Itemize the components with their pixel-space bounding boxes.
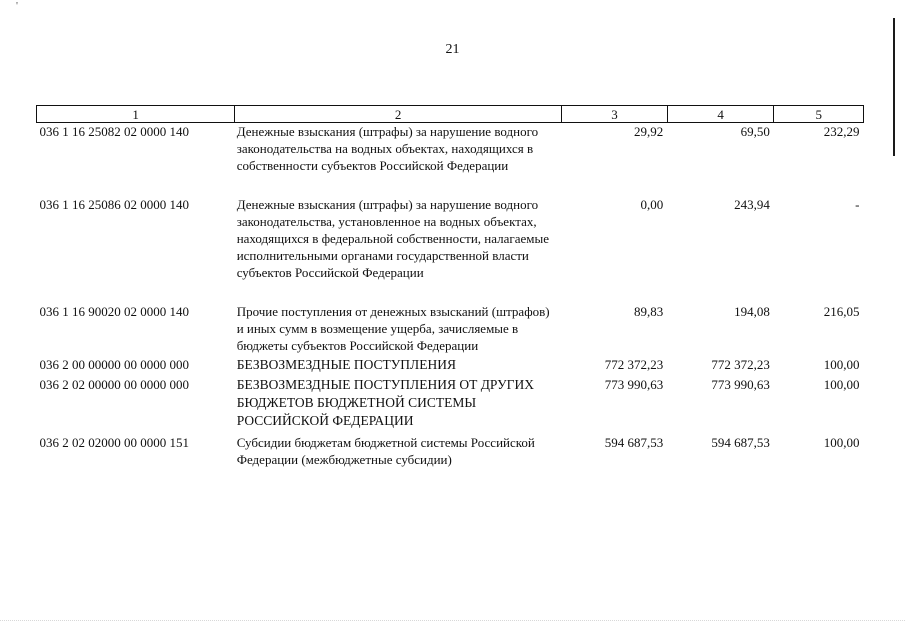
budget-code-cell: 036 2 02 00000 00 0000 000: [39, 377, 189, 392]
budget-code-cell: 036 1 16 90020 02 0000 140: [39, 304, 189, 319]
table-row: [37, 376, 864, 434]
income-name-cell: БЕЗВОЗМЕЗДНЫЕ ПОСТУПЛЕНИЯ: [236, 357, 456, 372]
column-header-1: 1: [37, 106, 235, 123]
value-col4-cell: 773 990,63: [711, 377, 770, 392]
budget-code-cell: 036 2 02 02000 00 0000 151: [39, 435, 189, 450]
value-col4-cell: 194,08: [734, 304, 770, 319]
value-col5-cell: 100,00: [823, 357, 860, 372]
table-row: [37, 196, 864, 303]
budget-code-cell: 036 2 00 00000 00 0000 000: [39, 357, 189, 372]
budget-code-cell: 036 1 16 25082 02 0000 140: [39, 124, 189, 139]
table-header-row: [37, 106, 864, 123]
table-row: [37, 434, 864, 468]
income-name-cell: Денежные взыскания (штрафы) за нарушение водного законодательства на водных объектах, находящихся в собственности субъектов Российской Федерации: [236, 124, 539, 173]
value-col3-cell: 89,83: [634, 304, 664, 319]
value-col5-cell: 216,05: [823, 304, 860, 319]
table-row: [37, 303, 864, 356]
corner-mark: ': [16, 0, 18, 12]
income-name-cell: Денежные взыскания (штрафы) за нарушение водного законодательства, установленное на водных объектах, находящихся в федеральной собственности, налагаемые исполнительными органами государственной власти субъектов Российской Федерации: [236, 197, 550, 280]
column-header-3: 3: [562, 106, 668, 123]
table-row: [37, 356, 864, 376]
value-col5-cell: -: [855, 197, 860, 212]
column-header-2: 2: [235, 106, 562, 123]
value-col3-cell: 594 687,53: [604, 435, 664, 450]
page-number: 21: [445, 42, 460, 57]
income-name-cell: Субсидии бюджетам бюджетной системы Российской Федерации (межбюджетные субсидии): [236, 435, 535, 467]
margin-rule: [893, 18, 895, 156]
budget-code-cell: 036 1 16 25086 02 0000 140: [39, 197, 189, 212]
column-header-5: 5: [774, 106, 864, 123]
value-col5-cell: 100,00: [823, 435, 860, 450]
value-col3-cell: 0,00: [640, 197, 664, 212]
value-col4-cell: 594 687,53: [711, 435, 770, 450]
value-col5-cell: 100,00: [823, 377, 860, 392]
value-col5-cell: 232,29: [823, 124, 860, 139]
income-name-cell: БЕЗВОЗМЕЗДНЫЕ ПОСТУПЛЕНИЯ ОТ ДРУГИХ БЮДЖЕТОВ БЮДЖЕТНОЙ СИСТЕМЫ РОССИЙСКОЙ ФЕДЕРАЦИИ: [236, 377, 534, 428]
value-col4-cell: 243,94: [734, 197, 770, 212]
table-row: [37, 123, 864, 197]
page-bottom-edge: [0, 620, 905, 622]
income-name-cell: Прочие поступления от денежных взысканий (штрафов) и иных сумм в возмещение ущерба, зачисляемые в бюджеты субъектов Российской Федерации: [236, 304, 550, 353]
value-col3-cell: 772 372,23: [604, 357, 664, 372]
revenue-table: [36, 105, 864, 468]
value-col4-cell: 69,50: [740, 124, 770, 139]
value-col3-cell: 29,92: [634, 124, 664, 139]
value-col4-cell: 772 372,23: [711, 357, 770, 372]
value-col3-cell: 773 990,63: [604, 377, 664, 392]
column-header-4: 4: [667, 106, 774, 123]
